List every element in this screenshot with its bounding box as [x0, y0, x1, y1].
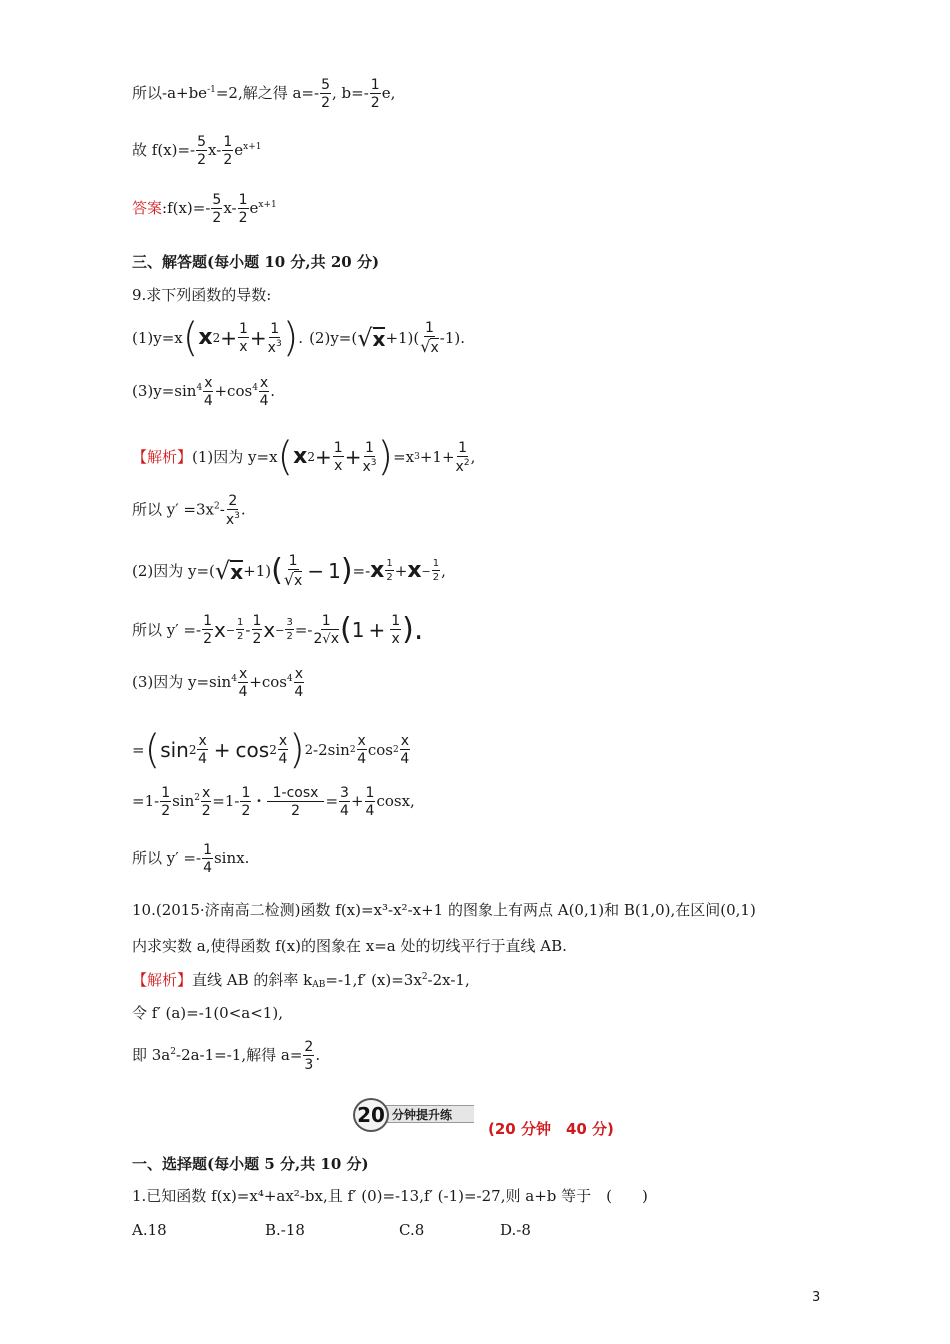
- analysis-label: 【解析】: [132, 971, 193, 989]
- fraction: $\frac{1}{4}$: [203, 842, 212, 876]
- question-1-stem: 1.已知函数 f(x)=x⁴+ax²-bx,且 f′ (0)=-13,f′ (-1)=-27,则 a+b 等于 ( ): [132, 1187, 648, 1205]
- fraction: 1 √x: [283, 553, 303, 589]
- option-c: C.8: [399, 1221, 425, 1239]
- fraction: $\frac{2}{x^3}$: [225, 493, 240, 528]
- fraction: $\frac{5}{2}$: [197, 134, 207, 168]
- question-10-line-1: 10.(2015·济南高二检测)函数 f(x)=x³-x²-x+1 的图象上有两点 A(0,1)和 B(1,0),在区间(0,1): [132, 901, 756, 919]
- fraction: $\frac{1}{2}$: [161, 785, 171, 819]
- fraction: x 4: [357, 733, 367, 767]
- fraction: $\frac{5}{2}$: [321, 77, 330, 111]
- section-heading-3: 三、解答题(每小题 10 分,共 20 分): [132, 253, 380, 271]
- fraction: $\frac{1}{2}$: [238, 192, 248, 226]
- question-10-solution-1: 【解析】直线 AB 的斜率 $k_{AB}=-1,f'$ $(x)=3x^2-2x-1$,: [132, 971, 470, 990]
- option-d: D.-8: [500, 1221, 531, 1239]
- solution-2: (2)因为 y=( √ x +1) ( 1 √x − 1 ) =- x 1 2 + x − $\frac{1}{2}$ ,: [132, 553, 446, 589]
- question-9-parts-1-2: (1)y=x ( x 2 + $\frac{1}{x}$ + $\frac{1}{x^3}$ ) . (2)y=( √ x +1)( 1 √x -1).: [132, 315, 465, 361]
- section-heading-1: 一、选择题(每小题 5 分,共 10 分): [132, 1155, 369, 1173]
- fraction: $\frac{1}{x}$: [238, 321, 248, 355]
- question-10-line-2: 内求实数 a,使得函数 f(x)的图象在 x=a 处的切线平行于直线 AB.: [132, 937, 567, 955]
- solution-3-simplification: =1- $\frac{1}{2}$ $\sin^2$ $\frac{x}{2}$ =1- $\frac{1}{2}$ · $\frac{1-\cos x}{2}$ = $\frac{3}{4}$ + $\frac{1}{4}$ cosx,: [132, 785, 415, 819]
- fraction: $\frac{1}{x}$: [391, 613, 401, 647]
- exponent-fraction: $\frac{3}{2}$: [286, 617, 293, 642]
- fraction: 1 2: [203, 613, 212, 647]
- fraction: $\frac{x}{4}$: [203, 375, 213, 409]
- exponent-fraction: $\frac{1}{2}$: [237, 617, 244, 642]
- fraction: $\frac{1}{4}$: [365, 785, 375, 819]
- question-9-title: 9.求下列函数的导数:: [132, 286, 272, 304]
- fraction: $\frac{1}{2}$: [370, 77, 380, 111]
- answer-line: 答案:f(x)=- $\frac{5}{2}$ x- $\frac{1}{2}$ $e^{x+1}$: [132, 192, 277, 226]
- analysis-label: 【解析】: [132, 447, 193, 466]
- solution-line-2: 故 f(x)=- $\frac{5}{2}$ x- $\frac{1}{2}$ $e^{x+1}$: [132, 134, 262, 168]
- section-banner-ribbon: 分钟提升练: [382, 1105, 474, 1123]
- page-number: 3: [812, 1290, 821, 1305]
- section-banner-badge: 20: [353, 1098, 389, 1132]
- fraction: $\frac{x}{4}$: [238, 666, 248, 700]
- fraction: $\frac{5}{2}$: [212, 192, 222, 226]
- solution-1: 【解析】 (1)因为 y=x ( x 2 + $\frac{1}{x}$ + $\frac{1}{x^3}$ ) =x 3 +1+ $\frac{1}{x^2}$ ,: [132, 434, 476, 480]
- fraction: $\frac{3}{4}$: [340, 785, 349, 819]
- answer-label: 答案: [132, 199, 163, 217]
- fraction: $\frac{x}{4}$: [259, 375, 269, 409]
- question-10-solution-2: 令 f′ (a)=-1(0<a<1),: [132, 1004, 283, 1022]
- question-10-solution-3: 即 $3a^2-2a-1=-1$,解得 a= $\frac{2}{3}$ .: [132, 1039, 321, 1073]
- fraction: x 4: [278, 733, 288, 767]
- fraction: $\frac{x}{2}$: [201, 785, 211, 819]
- fraction: $\frac{x}{4}$: [294, 666, 304, 700]
- question-9-part-3: $(3)y=\sin^4$ $\frac{x}{4}$ $+\cos^4$ $\frac{x}{4}$ .: [132, 375, 275, 409]
- section-banner-time: (20 分钟 40 分): [488, 1120, 614, 1138]
- solution-3-expansion: = ( sin 2 x 4 + cos 2 x 4 ) 2 -2sin 2 x 4 cos 2 x 4: [132, 727, 410, 773]
- solution-3: (3)因为 $y=\sin^4$ $\frac{x}{4}$ $+\cos^4$ $\frac{x}{4}$: [132, 666, 304, 700]
- fraction: x 4: [400, 733, 410, 767]
- option-b: B.-18: [265, 1221, 305, 1239]
- fraction: $\frac{2}{3}$: [304, 1039, 314, 1073]
- solution-1-derivative: 所以 $y' =3x^2-$ $\frac{2}{x^3}$ .: [132, 493, 246, 528]
- fraction: $\frac{1}{2}$: [223, 134, 233, 168]
- fraction: $\frac{1}{2}$: [241, 785, 251, 819]
- fraction: $\frac{1-\cos x}{2}$: [267, 786, 325, 818]
- exponent-fraction: $\frac{1}{2}$: [432, 558, 440, 583]
- solution-3-derivative: 所以 y′ =- $\frac{1}{4}$ sinx.: [132, 842, 250, 876]
- fraction: 1 2: [252, 613, 262, 647]
- fraction: $\frac{1}{x^2}$: [455, 439, 470, 475]
- fraction: $\frac{1}{x^3}$: [362, 439, 377, 475]
- fraction: x 4: [198, 733, 208, 767]
- fraction: 1 √x: [420, 320, 439, 356]
- option-a: A.18: [132, 1221, 167, 1239]
- solution-line-1: 所以$-a+be^{-1}=2$,解之得 a=- $\frac{5}{2}$ , b=- $\frac{1}{2}$ e,: [132, 77, 396, 111]
- solution-2-derivative: 所以 y′ =- 1 2 x − $\frac{1}{2}$ - 1 2 x − $\frac{3}{2}$ =- 1 2√x ( 1 + $\frac{1}{x}$ ).: [132, 612, 424, 647]
- fraction: $\frac{1}{x^3}$: [267, 320, 282, 356]
- fraction: 1 2√x: [313, 613, 340, 647]
- fraction: $\frac{1}{x}$: [333, 440, 343, 474]
- exponent-fraction: 1 2: [386, 558, 393, 583]
